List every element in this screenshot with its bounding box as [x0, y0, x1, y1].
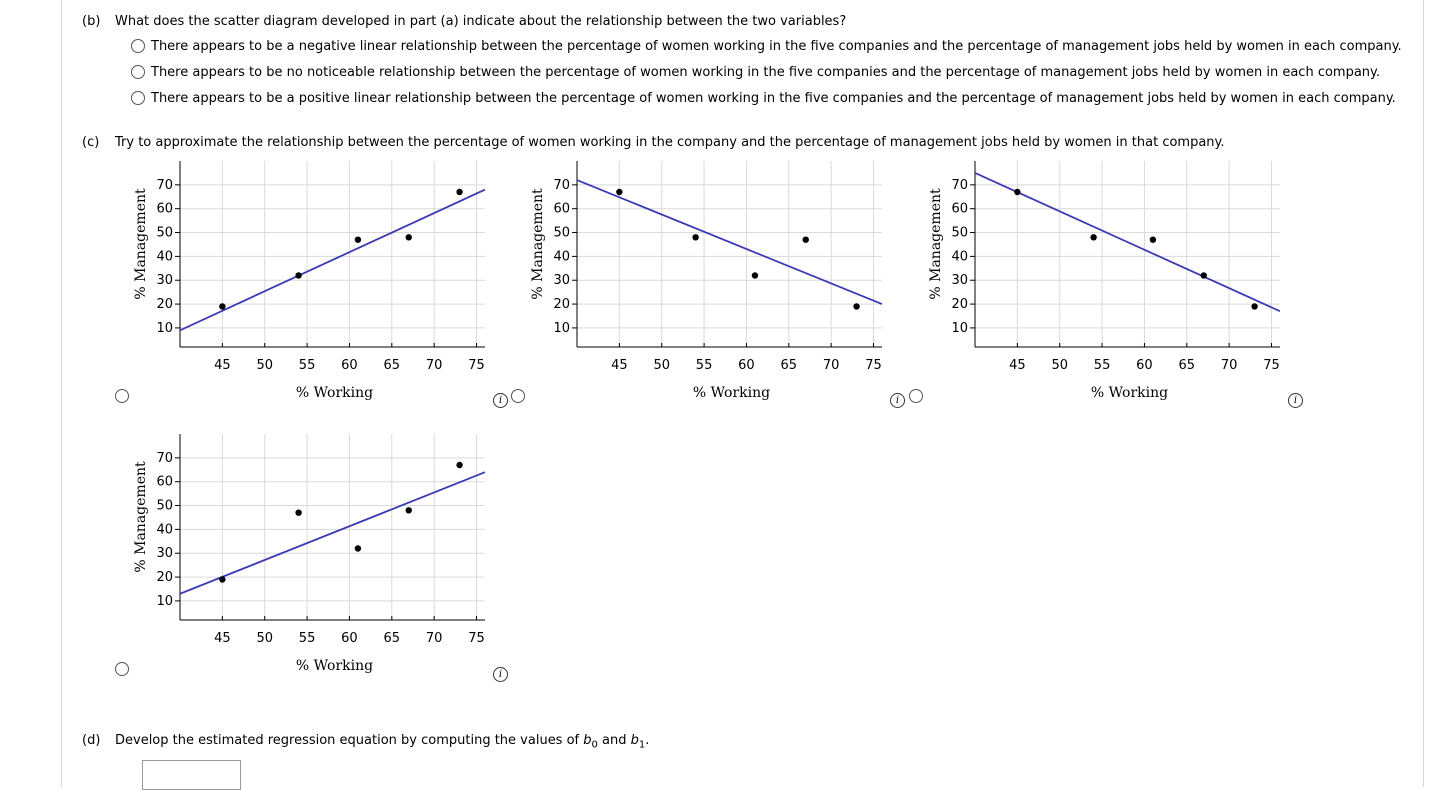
content-border-left — [61, 0, 62, 787]
y-axis-label: % Management — [133, 461, 149, 573]
b1-symbol: b — [630, 733, 639, 748]
y-tick-label: 70 — [553, 177, 570, 193]
part-b-option-negative[interactable] — [131, 37, 1402, 55]
x-axis-label: % Working — [692, 385, 771, 401]
x-tick-label: 70 — [1220, 358, 1238, 373]
approximation-line — [975, 173, 1280, 311]
y-tick-label: 50 — [553, 225, 570, 241]
x-tick-label: 70 — [425, 358, 443, 373]
data-point — [295, 272, 301, 278]
y-axis-label: % Management — [928, 188, 944, 300]
y-tick-label: 40 — [951, 249, 968, 265]
x-tick-label: 70 — [822, 358, 840, 373]
y-axis-label: % Management — [133, 188, 149, 300]
data-point — [406, 507, 412, 513]
option-text: There appears to be no noticeable relationship between the percentage of women working in the five companies and the percentage of management jobs held by women in each company. — [151, 64, 1381, 80]
data-point — [616, 189, 622, 195]
y-tick-label: 20 — [156, 570, 173, 586]
option-text: There appears to be a negative linear relationship between the percentage of women working in the five companies and the percentage of management jobs held by women in each company. — [151, 38, 1402, 54]
radio-button[interactable] — [131, 39, 145, 53]
scatter-chart-option-2 — [522, 158, 887, 403]
part-b-label: (b) — [82, 14, 101, 29]
scatter-chart-option-1 — [125, 158, 490, 403]
chart-svg — [125, 158, 490, 403]
y-tick-label: 10 — [156, 593, 173, 609]
chart-3-info-icon[interactable]: i — [1288, 393, 1303, 408]
x-tick-label: 75 — [1263, 358, 1280, 373]
x-tick-label: 65 — [1178, 358, 1196, 373]
radio-button[interactable] — [131, 91, 145, 105]
y-tick-label: 30 — [553, 273, 570, 289]
chart-svg — [522, 158, 887, 403]
x-tick-label: 45 — [611, 358, 628, 373]
x-tick-label: 50 — [256, 358, 273, 373]
chart-svg — [920, 158, 1285, 403]
y-tick-label: 60 — [156, 201, 173, 217]
y-tick-label: 10 — [553, 320, 570, 336]
x-tick-label: 55 — [695, 358, 713, 373]
x-tick-label: 45 — [214, 358, 231, 373]
y-tick-label: 40 — [553, 249, 570, 265]
x-tick-label: 60 — [341, 631, 358, 646]
x-tick-label: 75 — [468, 358, 485, 373]
x-tick-label: 55 — [298, 358, 316, 373]
approximation-line — [180, 472, 485, 594]
y-tick-label: 60 — [156, 474, 173, 490]
x-tick-label: 60 — [341, 358, 358, 373]
x-tick-label: 65 — [383, 358, 401, 373]
radio-button[interactable] — [131, 65, 145, 79]
b0-symbol: b — [583, 733, 592, 748]
chart-2-info-icon[interactable]: i — [890, 393, 905, 408]
scatter-chart-option-3 — [920, 158, 1285, 403]
data-point — [1090, 234, 1096, 240]
x-tick-label: 55 — [1093, 358, 1111, 373]
chart-option-1-radio[interactable] — [115, 389, 129, 403]
x-tick-label: 55 — [298, 631, 316, 646]
data-point — [1251, 303, 1257, 309]
x-tick-label: 60 — [1136, 358, 1153, 373]
data-point — [853, 303, 859, 309]
part-b-option-none[interactable] — [131, 63, 1380, 81]
x-tick-label: 50 — [1051, 358, 1068, 373]
y-tick-label: 30 — [156, 273, 173, 289]
part-c-question: Try to approximate the relationship between the percentage of women working in the company and the percentage of management jobs held by women in that company. — [115, 135, 1225, 150]
y-tick-label: 70 — [951, 177, 968, 193]
y-tick-label: 10 — [951, 320, 968, 336]
data-point — [219, 303, 225, 309]
part-d-label: (d) — [82, 733, 101, 748]
chart-option-4-radio[interactable] — [115, 662, 129, 676]
data-point — [803, 236, 809, 242]
x-tick-label: 50 — [256, 631, 273, 646]
b1-subscript: 1 — [638, 739, 646, 751]
data-point — [355, 545, 361, 551]
y-tick-label: 40 — [156, 522, 173, 538]
x-tick-label: 45 — [1009, 358, 1026, 373]
b0-subscript: 0 — [591, 739, 598, 751]
content-border-right — [1423, 0, 1424, 787]
y-tick-label: 20 — [156, 297, 173, 313]
y-tick-label: 70 — [156, 177, 173, 193]
x-tick-label: 50 — [653, 358, 670, 373]
data-point — [456, 462, 462, 468]
chart-svg — [125, 431, 490, 676]
data-point — [1201, 272, 1207, 278]
data-point — [692, 234, 698, 240]
scatter-chart-option-4 — [125, 431, 490, 676]
data-point — [295, 509, 301, 515]
y-tick-label: 30 — [951, 273, 968, 289]
x-tick-label: 75 — [865, 358, 882, 373]
x-tick-label: 60 — [738, 358, 755, 373]
y-tick-label: 60 — [951, 201, 968, 217]
y-tick-label: 10 — [156, 320, 173, 336]
chart-1-info-icon[interactable]: i — [493, 393, 508, 408]
chart-4-info-icon[interactable]: i — [493, 667, 508, 682]
data-point — [406, 234, 412, 240]
x-axis-label: % Working — [295, 385, 374, 401]
y-tick-label: 40 — [156, 249, 173, 265]
and-text: and — [602, 733, 627, 748]
x-tick-label: 70 — [425, 631, 443, 646]
data-point — [752, 272, 758, 278]
y-tick-label: 70 — [156, 450, 173, 466]
data-point — [355, 236, 361, 242]
data-point — [1014, 189, 1020, 195]
y-tick-label: 20 — [553, 297, 570, 313]
data-point — [1150, 236, 1156, 242]
part-d-question: Develop the estimated regression equation by computing the values of $b_0$ and $b_1$. — [115, 733, 650, 751]
y-tick-label: 20 — [951, 297, 968, 313]
y-tick-label: 50 — [951, 225, 968, 241]
regression-equation-input[interactable] — [142, 760, 241, 790]
part-b-question: What does the scatter diagram developed in part (a) indicate about the relationship between the two variables? — [115, 14, 847, 29]
x-tick-label: 65 — [383, 631, 401, 646]
x-tick-label: 65 — [780, 358, 798, 373]
part-b-option-positive[interactable] — [131, 89, 1396, 107]
chart-option-2-radio[interactable] — [511, 389, 525, 403]
y-tick-label: 30 — [156, 546, 173, 562]
data-point — [219, 576, 225, 582]
option-text: There appears to be a positive linear relationship between the percentage of women working in the five companies and the percentage of management jobs held by women in each company. — [151, 90, 1396, 106]
y-tick-label: 60 — [553, 201, 570, 217]
part-c-label: (c) — [82, 135, 100, 150]
approximation-line — [180, 190, 485, 331]
part-d-question-text: Develop the estimated regression equation by computing the values of — [115, 733, 580, 748]
x-axis-label: % Working — [295, 658, 374, 674]
y-tick-label: 50 — [156, 225, 173, 241]
data-point — [456, 189, 462, 195]
x-axis-label: % Working — [1090, 385, 1169, 401]
x-tick-label: 75 — [468, 631, 485, 646]
chart-option-3-radio[interactable] — [909, 389, 923, 403]
approximation-line — [577, 180, 882, 304]
x-tick-label: 45 — [214, 631, 231, 646]
y-tick-label: 50 — [156, 498, 173, 514]
y-axis-label: % Management — [530, 188, 546, 300]
